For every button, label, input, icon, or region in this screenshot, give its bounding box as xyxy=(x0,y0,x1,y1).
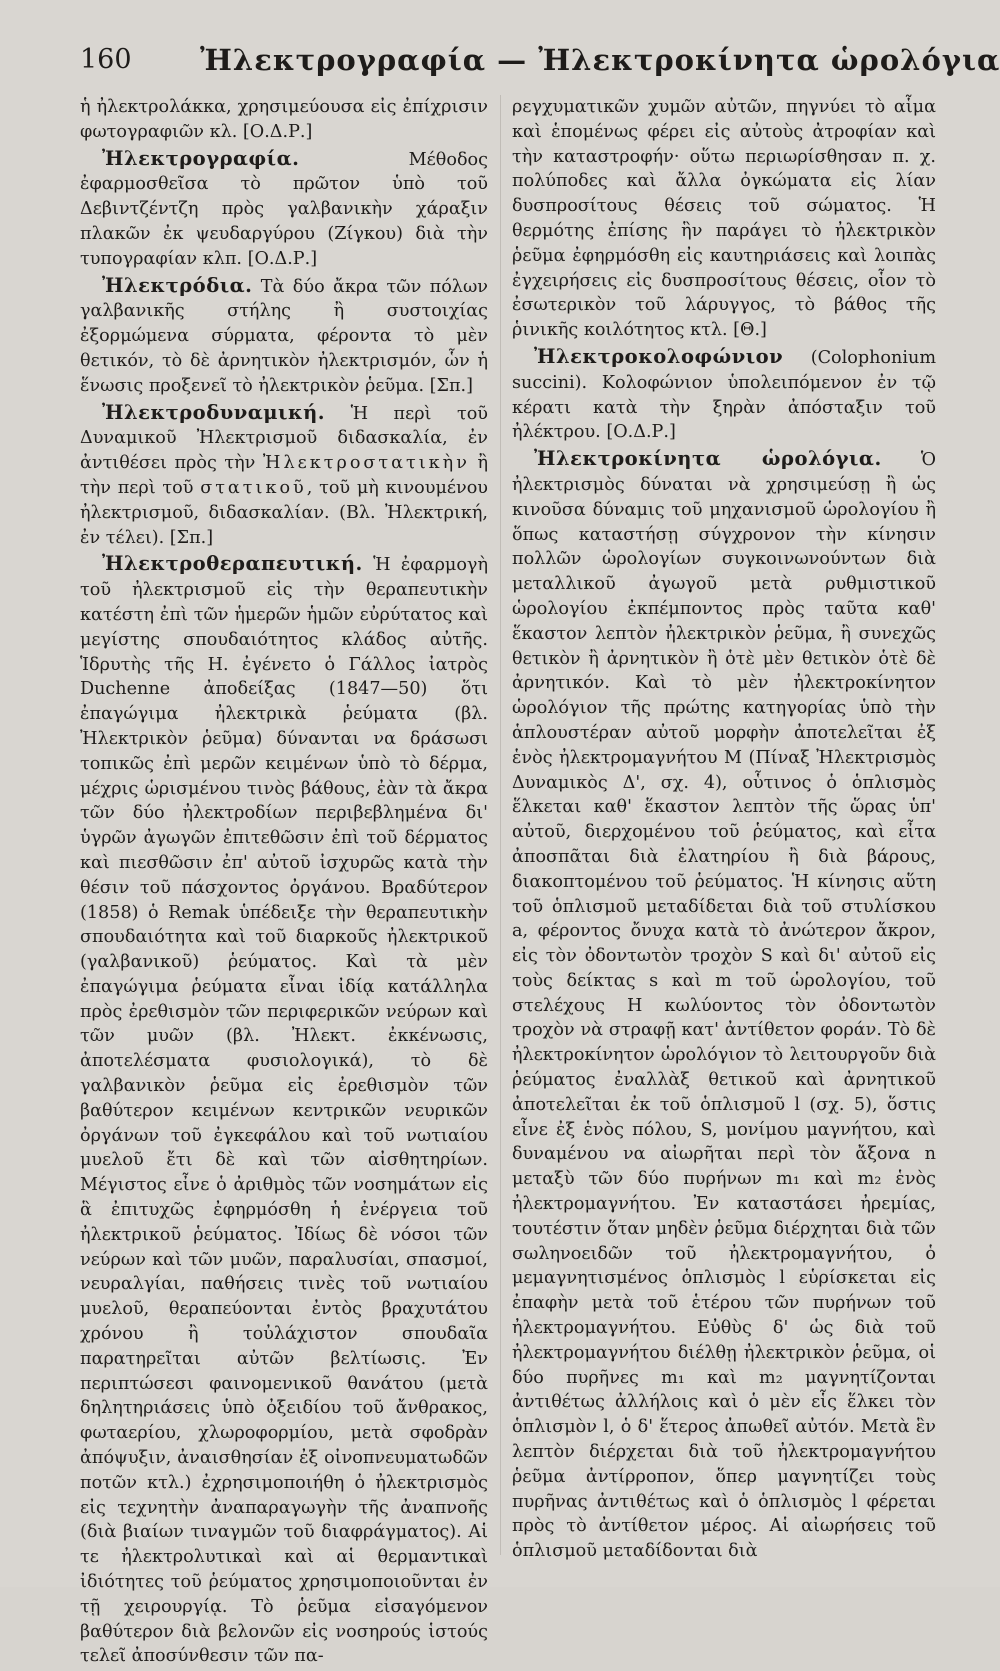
page-header xyxy=(80,40,1000,80)
spaced-term: Ἠλεκτροστατικὴν xyxy=(262,453,470,474)
entry-text: Ἡ ἐφαρμογὴ τοῦ ἠλεκτρισμοῦ εἰς τὴν θεραπευτικὴν κατέστη ἐπὶ τῶν ἡμερῶν ἡμῶν εὐρύτατος καὶ μεγίστης σπουδαιότητος κλάδος αὐτῆς. Ἱδρυτὴς τῆς Η. ἐγένετο ὁ Γάλλος ἰατρὸς Duchenne ἀποδείξας (1847—50) ὅτι ἐπαγώγιμα ἠλεκτρικὰ ῥεύματα (βλ. Ἠλεκτρικὸν ῥεῦμα) δύνανται να δράσωσι τοπικῶς ἐπὶ μερῶν κειμένων ὑπὸ τὸ δέρμα, μέχρις ὡρισμένου τινὸς βάθους, ἐὰν τὰ ἄκρα τῶν δύο ἠλεκτροδίων περιβεβλημένα δι' ὑγρῶν ἀγωγῶν ἐπιτεθῶσιν ἐπὶ τοῦ δέρματος καὶ πιεσθῶσιν ἐπ' αὐτοῦ ἰσχυρῶς κατὰ τὴν θέσιν τοῦ πάσχοντος ὀργάνου. Βραδύτερον (1858) ὁ Remak ὑπέδειξε τὴν θεραπευτικὴν σπουδαιότητα καὶ τοῦ διαρκοῦς ἠλεκτρικοῦ (γαλβανικοῦ) ῥεύματος. Καὶ τὰ μὲν ἐπαγώγιμα ῥεύματα εἶναι ἰδίᾳ κατάλληλα πρὸς ἐρεθισμὸν τῶν περιφερικῶν νεύρων καὶ τῶν μυῶν (βλ. Ἠλεκτ. ἐκκένωσις, ἀποτελέσματα φυσιολογικά), τὸ δὲ γαλβανικὸν ῥεῦμα εἰς ἐρεθισμὸν τῶν βαθύτερον κειμένων κεντρικῶν νευρικῶν ὀργάνων τοῦ ἐγκεφάλου καὶ τοῦ νωτιαίου μυελοῦ ἔτι δὲ καὶ τῶν αἰσθητηρίων. Μέγιστος εἶνε ὁ ἀριθμὸς τῶν νοσημάτων εἰς ἃ ἐπιτυχῶς ἐφηρμόσθη ἡ ἐνέργεια τοῦ ἠλεκτρικοῦ ῥεύματος. Ἰδίως δὲ νόσοι τῶν νεύρων καὶ τῶν μυῶν, παραλυσίαι, σπασμοί, νευραλγίαι, παθήσεις τινὲς τοῦ νωτιαίου μυελοῦ, θεραπεύονται ἐντὸς βραχυτάτου χρόνου ἢ τοὐλάχιστον σπουδαῖα παρατηρεῖται αὐτῶν βελτίωσις. Ἐν περιπτώσεσι φαινομενικοῦ θανάτου (μετὰ δηλητηριάσεις ὑπὸ ὀξειδίου τοῦ ἄνθρακος, φωταερίου, χλωροφορμίου, μετὰ σφοδρὰν ἀπόψυξιν, ἀναισθησίαν ἐξ οἰνοπνευματωδῶν ποτῶν κτλ.) ἐχρησιμοποιήθη ὁ ἠλεκτρισμὸς εἰς τεχνητὴν ἀναπαραγωγὴν τῆς ἀναπνοῆς (διὰ βιαίων τιναγμῶν τοῦ διαφράγματος). Αἱ τε ἠλεκτρολυτικαὶ καὶ αἱ θερμαντικαὶ ἰδιότητες τοῦ ῥεύματος χρησιμοποιοῦνται ἐν τῇ χειρουργίᾳ. Τὸ ῥεῦμα εἰσαγόμενον βαθύτερον διὰ βελονῶν εἰς νοσηρούς ἱστούς τελεῖ ἀποσύνθεσιν τῶν πα- xyxy=(80,555,488,1667)
page-number: 160 xyxy=(80,44,132,75)
headword: Ἠλεκτροθεραπευτική. xyxy=(102,552,363,576)
entry-ilektrografia xyxy=(80,147,488,272)
column-divider xyxy=(500,95,501,1555)
left-column xyxy=(80,95,488,1671)
entry-ilektrokolofonion xyxy=(512,345,936,445)
running-head: Ἠλεκτρογραφία — Ἠλεκτροκίνητα ὡρολόγια xyxy=(200,43,1000,77)
headword: Ἠλεκτρογραφία. xyxy=(102,146,300,170)
entry-ilektrotherapeftiki xyxy=(80,552,488,1669)
entry-text: ρεγχυματικῶν χυμῶν αὐτῶν, πηγνύει τὸ αἷμα καὶ ἑπομένως φέρει εἰς αὐτοὺς ἀτροφίαν καὶ τὴν καταστροφήν· οὕτω περιωρίσθησαν π. χ. πολύποδες καὶ ἄλλα ὀγκώματα εἰς λίαν δυσπροσίτους θέσεις τοῦ σώματος. Ἡ θερμότης ἐπίσης ἣν παράγει τὸ ἠλεκτρικὸν ῥεῦμα ἐφηρμόσθη εἰς καυτηριάσεις καὶ λοιπὰς ἐγχειρήσεις εἰς δυσπροσίτους θέσεις, οἷον τὸ ἐσωτερικὸν τοῦ λάρυγγος, τὸ βάθος τῆς ῥινικῆς κοιλότητος κτλ. [Θ.] xyxy=(512,97,936,341)
entry-ilektrodynamiki xyxy=(80,401,488,551)
entry-text: ἡ ἠλεκτρολάκκα, χρησιμεύουσα εἰς ἐπίχρισιν φωτογραφιῶν κλ. [Ο.Δ.Ρ.] xyxy=(80,97,488,142)
entry-text: Μέθοδος ἐφαρμοσθεῖσα τὸ πρῶτον ὑπὸ τοῦ Δεβιντζέντζη πρὸς γαλβανικὴν χάραξιν πλακῶν ἐκ ψευδαργύρου (Ζίγκου) διὰ τὴν τυπογραφίαν κλπ. [Ο.Δ.Ρ.] xyxy=(80,149,488,269)
entry-text: ἢ τὴν περὶ τοῦ xyxy=(80,453,488,498)
entry-text: Ἡ περὶ τοῦ Δυναμικοῦ Ἠλεκτρισμοῦ διδασκαλία, ἐν ἀντιθέσει πρὸς τὴν xyxy=(80,403,488,474)
entry-text: Ὁ ἠλεκτρισμὸς δύναται νὰ χρησιμεύσῃ ἢ ὡς κινοῦσα δύναμις τοῦ μηχανισμοῦ ὡρολογίου ἢ ὅπως καταστήσῃ σύγχρονον τὴν κίνησιν πολλῶν ὡρολογίων συγκοινωνούντων διὰ μεταλλικοῦ ἀγωγοῦ μετὰ ρυθμιστικοῦ ὡρολογίου ἐκπέμποντος πρὸς ταῦτα καθ' ἕκαστον λεπτὸν ἠλεκτρικὸν ῥεῦμα, ἢ συνεχῶς θετικὸν ἢ ἀρνητικὸν ἢ ὁτὲ μὲν θετικὸν ὁτὲ δὲ ἀρνητικόν. Καὶ τὸ μὲν ἠλεκτροκίνητον ὡρολόγιον τῆς πρώτης κατηγορίας ὑπὸ τὴν ἁπλουστέραν αὐτοῦ μορφὴν ἀποτελεῖται ἐξ ἑνὸς ἠλεκτρομαγνήτου Μ (Πίναξ Ἠλεκτρισμὸς Δυναμικὸς Δ', σχ. 4), οὗτινος ὁ ὁπλισμὸς ἕλκεται καθ' ἕκαστον λεπτὸν τῆς ὥρας ὑπ' αὐτοῦ, διερχομένου τοῦ ῥεύματος, καὶ εἶτα ἀποσπᾶται διὰ ἐλατηρίου ἢ διὰ βάρους, διακοπτομένου τοῦ ῥεύματος. Ἡ κίνησις αὕτη τοῦ ὁπλισμοῦ μεταδίδεται διὰ τοῦ στυλίσκου a, φέροντος ὄνυχα κατὰ τὸ ἀνώτερον ἄκρον, εἰς τὸν ὀδοντωτὸν τροχὸν S καὶ δι' αὐτοῦ εἰς τοὺς δείκτας s καὶ m τοῦ ὡρολογίου, τοῦ στελέχους Η κωλύοντος τὸν ὀδοντωτὸν τροχὸν νὰ στραφῇ κατ' ἀντίθετον φοράν. Τὸ δὲ ἠλεκτροκίνητον ὡρολόγιον τὸ λειτουργοῦν διὰ ῥεύματος ἐναλλὰξ θετικοῦ καὶ ἀρνητικοῦ ἀποτελεῖται ἐκ τοῦ ὁπλισμοῦ l (σχ. 5), ὅστις εἶνε ἐξ ἑνὸς πόλου, S, μονίμου μαγνήτου, καὶ δυναμένου να αἰωρῆται περὶ τὸν ἄξονα n μεταξὺ τῶν δύο πυρήνων m₁ καὶ m₂ ἑνὸς ἠλεκτρομαγνήτου. Ἐν καταστάσει ἠρεμίας, τουτέστιν ὅταν μηδὲν ῥεῦμα διέρχηται διὰ τῶν σωληνοειδῶν τοῦ ἠλεκτρομαγνήτου, ὁ μεμαγνητισμένος ὁπλισμὸς l εὑρίσκεται εἰς ἐπαφὴν μετὰ τοῦ ἑτέρου τῶν πυρήνων τοῦ ἠλεκτρομαγνήτου. Εὐθὺς δ' ὡς διὰ τοῦ ἠλεκτρομαγνήτου διέλθῃ ἠλεκτρικὸν ῥεῦμα, οἱ δύο πυρῆνες m₁ καὶ m₂ μαγνητίζονται ἀντιθέτως ἀλλήλοις καὶ ὁ μὲν εἷς ἕλκει τὸν ὁπλισμὸν l, ὁ δ' ἕτερος ἀπωθεῖ αὐτόν. Μετὰ ἓν λεπτὸν διέρχεται διὰ τοῦ ἠλεκτρομαγνήτου ῥεῦμα ἀντίρροπον, ὅπερ μαγνητίζει τοὺς πυρῆνας ἀντιθέτως καὶ ὁ ὁπλισμὸς l φέρεται πρὸς τὸ ἀντίθετον μέρος. Αἱ αἰωρήσεις τοῦ ὁπλισμοῦ μεταδίδονται διὰ xyxy=(512,450,936,1562)
entry-text: Τὰ δύο ἄκρα τῶν πόλων γαλβανικῆς στήλης ἢ συστοιχίας ἐξορμώμενα σύρματα, φέροντα τὸ μὲν θετικόν, τὸ δὲ ἀρνητικὸν ἠλεκτρισμόν, ὧν ἡ ἕνωσις προξενεῖ τὸ ἠλεκτρικὸν ῥεῦμα. [Σπ.] xyxy=(80,276,488,396)
headword: Ἠλεκτροδυναμική. xyxy=(102,400,326,424)
spaced-term: στατικοῦ xyxy=(200,477,307,498)
entry-text: , τοῦ μὴ κινουμένου ἠλεκτρισμοῦ, διδασκαλίαν. (Βλ. Ἠλεκτρική, ἐν τέλει). [Σπ.] xyxy=(80,477,489,548)
entry-text: (Colophonium succini). Κολοφώνιον ὑπολειπόμενον ἐν τῷ κέρατι κατὰ τὴν ξηρὰν ἀπόσταξιν τοῦ ἠλέκτρου. [Ο.Δ.Ρ.] xyxy=(512,347,936,443)
headword: Ἠλεκτροκίνητα ὡρολόγια. xyxy=(534,447,882,471)
headword: Ἠλεκτρόδια. xyxy=(102,273,253,297)
headword: Ἠλεκτροκολοφώνιον xyxy=(534,344,784,368)
entry-continuation xyxy=(512,95,936,343)
entry-continuation xyxy=(80,95,488,145)
entry-ilektrodia xyxy=(80,274,488,399)
entry-ilektrokinita-orologia xyxy=(512,447,936,1564)
right-column xyxy=(512,95,936,1566)
